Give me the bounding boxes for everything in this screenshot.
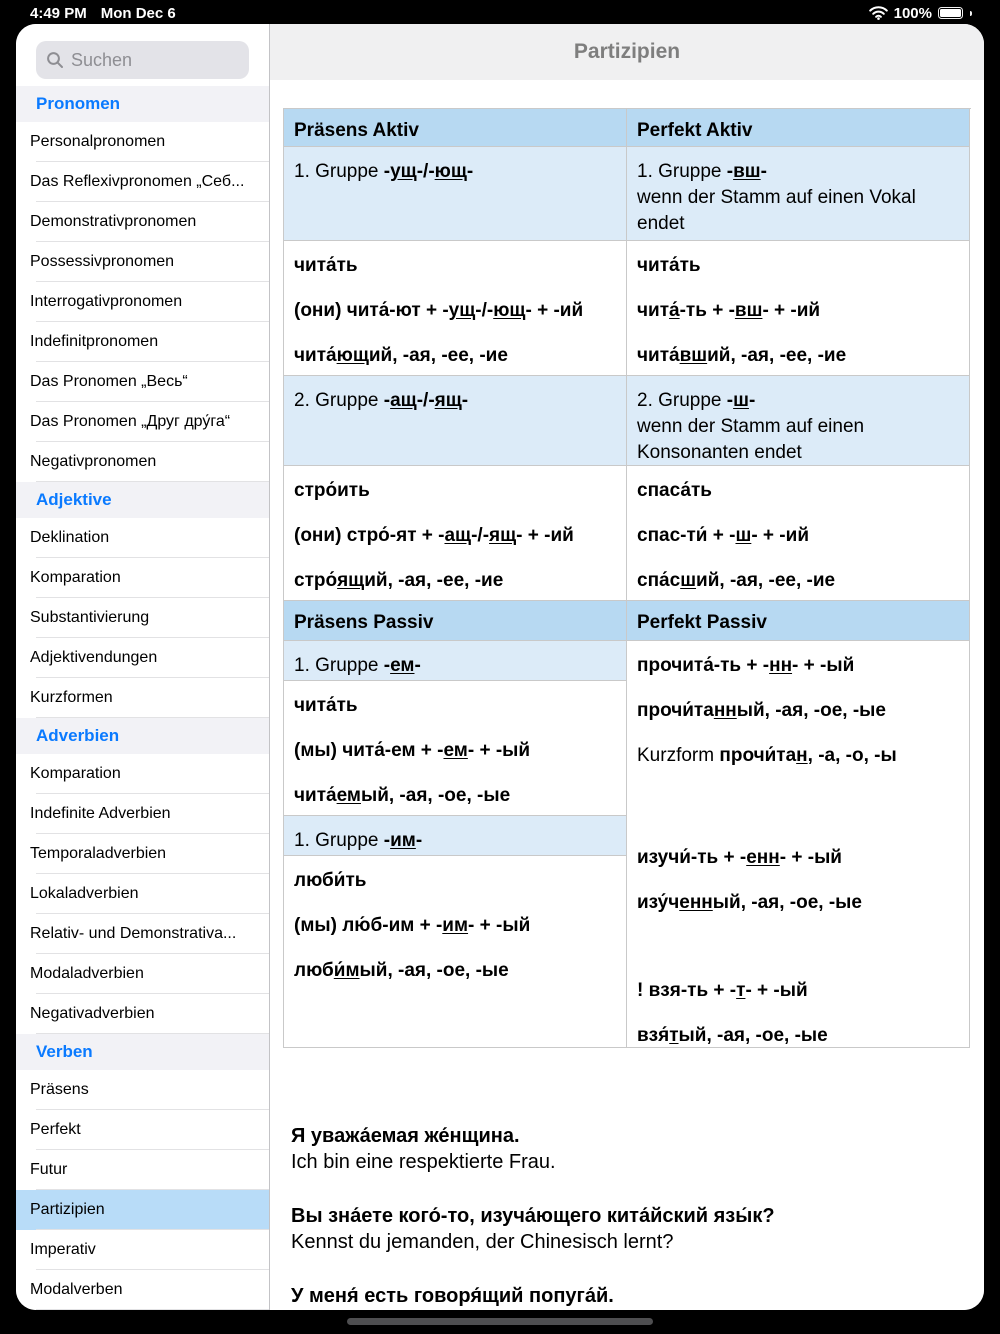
table-header-praesens-passiv: Präsens Passiv (284, 601, 627, 641)
sidebar-item-reflexivpronomen[interactable]: Das Reflexivpronomen „Себ... (16, 162, 269, 202)
group-row-sch: 2. Gruppe -ш- wenn der Stamm auf einen Konsonanten endet (627, 376, 970, 466)
sidebar-section-adverbien: Adverbien (16, 718, 269, 754)
sidebar-item-temporaladverbien[interactable]: Temporaladverbien (16, 834, 269, 874)
example-pair (291, 1203, 984, 1255)
sidebar-item-pronomen-drug-druga[interactable]: Das Pronomen „Друг дру́га“ (16, 402, 269, 442)
group-row-asch-jasch: 2. Gruppe -ащ-/-ящ- (284, 376, 627, 466)
sidebar-item-indefinite-adverbien[interactable]: Indefinite Adverbien (16, 794, 269, 834)
cell-line: ! взя-ть + -т- + -ый (637, 980, 808, 1001)
search-icon (46, 51, 64, 69)
sidebar-item-imperativ[interactable]: Imperativ (16, 1230, 269, 1270)
sidebar-item-substantivierung[interactable]: Substantivierung (16, 598, 269, 638)
cell-line: чита́вший, -ая, -ее, -ие (637, 345, 847, 366)
sidebar (16, 24, 270, 1310)
sidebar-list (16, 86, 269, 1310)
cell-line: стро́ить (294, 480, 370, 501)
table-header-perfekt-passiv: Perfekt Passiv (627, 601, 970, 641)
cell-line: чита́ть (294, 255, 358, 276)
content-area[interactable] (270, 24, 984, 1310)
content-title-bar (270, 24, 984, 80)
app-window (16, 24, 984, 1310)
example-pair (291, 1283, 984, 1309)
sidebar-item-relativ-demonstrativ[interactable]: Relativ- und Demonstrativa... (16, 914, 269, 954)
sidebar-item-adjektivendungen[interactable]: Adjektivendungen (16, 638, 269, 678)
group-row-im: 1. Gruppe -им- (284, 816, 627, 856)
table-column-left (284, 109, 627, 1048)
example-cell-stroit (284, 466, 627, 601)
sidebar-item-perfekt[interactable]: Perfekt (16, 1110, 269, 1150)
page-title: Partizipien (573, 40, 681, 63)
sidebar-item-pronomen-ves[interactable]: Das Pronomen „Весь“ (16, 362, 269, 402)
cell-line: спаса́ть (637, 480, 712, 501)
cell-line: люби́ть (294, 870, 367, 891)
cell-line: (мы) чита́-ем + -ем- + -ый (294, 740, 531, 761)
table-header-perfekt-aktiv: Perfekt Aktiv (627, 109, 970, 147)
cell-line: (мы) лю́б-им + -им- + -ый (294, 915, 531, 936)
cell-line: спа́сший, -ая, -ее, -ие (637, 570, 836, 591)
cell-line: взя́тый, -ая, -ое, -ые (637, 1025, 828, 1046)
example-cell-chitat-aktiv (284, 241, 627, 376)
example-sentences (291, 1123, 984, 1309)
status-bar (0, 0, 1000, 24)
battery-nub (970, 11, 972, 16)
sidebar-item-lokaladverbien[interactable]: Lokaladverbien (16, 874, 269, 914)
sidebar-item-komparation-adj[interactable]: Komparation (16, 558, 269, 598)
example-german: Ich bin eine respektierte Frau. (291, 1151, 556, 1173)
sidebar-item-demonstrativpronomen[interactable]: Demonstrativpronomen (16, 202, 269, 242)
sidebar-section-verben: Verben (16, 1034, 269, 1070)
sidebar-item-indefinitpronomen[interactable]: Indefinitpronomen (16, 322, 269, 362)
example-russian: Вы зна́ете кого́-то, изуча́ющего кита́йский язы́к? (291, 1205, 775, 1227)
example-german: Kennst du jemanden, der Chinesisch lernt? (291, 1231, 674, 1253)
cell-line: чита́ть (294, 695, 358, 716)
search-placeholder: Suchen (71, 49, 133, 70)
status-right (869, 5, 972, 22)
cell-line: люби́мый, -ая, -ое, -ые (294, 960, 509, 981)
example-russian: У меня́ есть говоря́щий попуга́й. (291, 1285, 614, 1307)
cell-line: Kurzform прочи́тан, -а, -о, -ы (637, 745, 897, 766)
wifi-icon (869, 6, 888, 20)
sidebar-item-possessivpronomen[interactable]: Possessivpronomen (16, 242, 269, 282)
cell-line: прочи́танный, -ая, -ое, -ые (637, 700, 886, 721)
sidebar-item-partizipien[interactable]: Partizipien (16, 1190, 269, 1230)
cell-line: (они) стро́-ят + -ащ-/-ящ- + -ий (294, 525, 574, 546)
example-cell-chitat-perfekt (627, 241, 970, 376)
table-column-right (627, 109, 970, 1048)
sidebar-item-deklination[interactable]: Deklination (16, 518, 269, 558)
cell-line: прочита́-ть + -нн- + -ый (637, 655, 855, 676)
sidebar-item-negativpronomen[interactable]: Negativpronomen (16, 442, 269, 482)
example-cell-spasat (627, 466, 970, 601)
example-pair (291, 1123, 984, 1175)
status-date: Mon Dec 6 (100, 4, 176, 22)
cell-line: чита́-ть + -вш- + -ий (637, 300, 821, 321)
example-cell-chitat-passiv (284, 681, 627, 816)
sidebar-item-interrogativpronomen[interactable]: Interrogativpronomen (16, 282, 269, 322)
battery-icon (938, 7, 963, 19)
sidebar-item-negativadverbien[interactable]: Negativadverbien (16, 994, 269, 1034)
example-russian: Я уважа́емая же́нщина. (291, 1125, 520, 1147)
cell-line: изучи́-ть + -енн- + -ый (637, 847, 842, 868)
search-input[interactable] (36, 41, 249, 79)
sidebar-item-modalverben[interactable]: Modalverben (16, 1270, 269, 1310)
cell-line: чита́ющий, -ая, -ее, -ие (294, 345, 508, 366)
status-left (30, 5, 176, 22)
sidebar-item-futur[interactable]: Futur (16, 1150, 269, 1190)
sidebar-section-pronomen: Pronomen (16, 86, 269, 122)
sidebar-item-praesens[interactable]: Präsens (16, 1070, 269, 1110)
sidebar-section-adjektive: Adjektive (16, 482, 269, 518)
participle-table (283, 108, 971, 1048)
sidebar-item-kurzformen[interactable]: Kurzformen (16, 678, 269, 718)
status-time: 4:49 PM (30, 4, 87, 22)
home-indicator[interactable] (347, 1318, 653, 1325)
sidebar-item-modaladverbien[interactable]: Modaladverbien (16, 954, 269, 994)
example-cell-perfekt-passiv (627, 641, 970, 1048)
sidebar-item-komparation-adv[interactable]: Komparation (16, 754, 269, 794)
cell-line: (они) чита́-ют + -ущ-/-ющ- + -ий (294, 300, 584, 321)
sidebar-item-personalpronomen[interactable]: Personalpronomen (16, 122, 269, 162)
cell-line: чита́емый, -ая, -ое, -ые (294, 785, 511, 806)
cell-line: стро́ящий, -ая, -ее, -ие (294, 570, 504, 591)
search-area (16, 24, 269, 86)
cell-line: изу́ченный, -ая, -ое, -ые (637, 892, 862, 913)
group-row-vsch: 1. Gruppe -вш- wenn der Stamm auf einen Vokal endet (627, 147, 970, 241)
group-row-usch-jusch: 1. Gruppe -ущ-/-ющ- (284, 147, 627, 241)
group-row-em: 1. Gruppe -ем- (284, 641, 627, 681)
battery-percent: 100% (893, 4, 932, 22)
example-cell-lyubit (284, 856, 627, 1048)
cell-line: спас-ти́ + -ш- + -ий (637, 525, 809, 546)
cell-line: чита́ть (637, 255, 701, 276)
table-header-praesens-aktiv: Präsens Aktiv (284, 109, 627, 147)
